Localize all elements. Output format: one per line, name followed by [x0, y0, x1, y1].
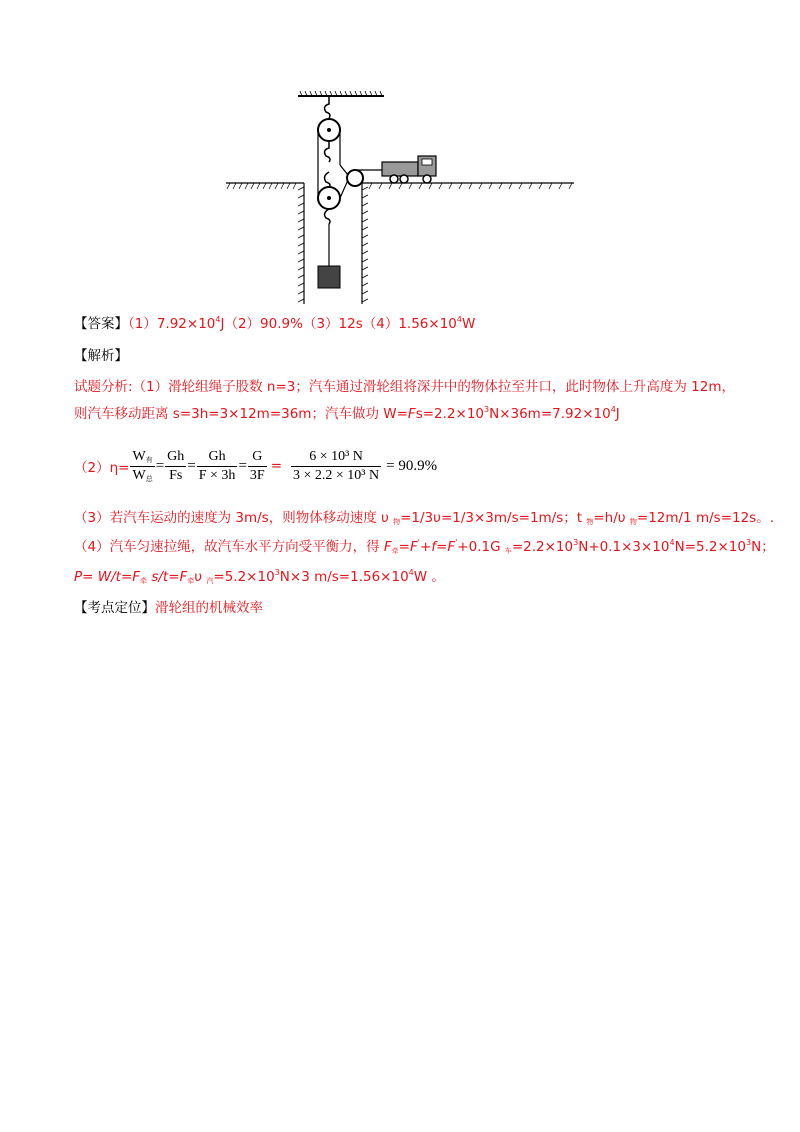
fraction-gh-f3h: $\frac{Gh}{F \times 3h}$ [198, 448, 236, 483]
answer-label: 【答案】 [74, 316, 128, 332]
topic-line [74, 598, 263, 618]
answer-line: 【答案】$(1)7.92\times 10^4J(2)90.9\%(3)12s(4)1.56\times 10^4W$ [74, 315, 476, 332]
fraction-w-ratio: $\frac{W_有}{W_总}$ [132, 448, 153, 483]
analysis-line-2: 则汽车移动距离 s=3h=3×12m=36m；汽车做功 $W=Fs=2.2\times 10^3N\times 36m=7.92\times 10^4J$ [74, 405, 620, 422]
analysis-label: 【解析】 [74, 348, 128, 364]
efficiency-formula: （2）η= $\frac{W_有}{W_总}$ = $\frac{Gh}{Fs}$ = $\frac{Gh}{F \times 3h}$ = $\frac{G}{3F}$ = $\frac{\text{6 × 10³ N}}{\text{3 × 2.2 × 10³ N}}$ = 90.9% [74, 448, 438, 483]
analysis-line-4: （4）汽车匀速拉绳，故汽车水平方向受平衡力，得 $F_牵=F'+f=F'+0.1G$ $_车=2.2\times 10^3N+0.1\times 3\times 10^4N=5.2\times 10^3N$； [74, 538, 775, 555]
analysis-line-1: 试题分析:（1）滑轮组绳子股数 n=3；汽车通过滑轮组将深井中的物体拉至井口，此时物体上升高度为 12m， [74, 379, 736, 395]
analysis-line-5: $P= W/t=F_牵$ $s/t=F_牵\upsilon$ $_汽=5.2\times 10^3N\times 3$ $m/s=1.56\times 10^4W$ 。 [74, 568, 445, 585]
truck-icon [382, 156, 436, 183]
fraction-g-3f: $\frac{G}{3F}$ [249, 448, 265, 483]
topic-label: 【考点定位】 [74, 600, 155, 616]
pulley-system-diagram [222, 90, 582, 308]
fraction-numeric: $\frac{\text{6 × 10³ N}}{\text{3 × 2.2 × 10³ N}}$ [293, 448, 380, 483]
topic-text: 滑轮组的机械效率 [155, 600, 263, 616]
analysis-line-3: （3）若汽车运动的速度为 3m/s，则物体移动速度 υ $_物$=1/3υ=1/3×3m/s=1m/s；t $_物$=h/υ $_物$=12m/1 m/s=12s。. [74, 510, 775, 526]
fraction-gh-fs: $\frac{Gh}{Fs}$ [167, 448, 185, 483]
